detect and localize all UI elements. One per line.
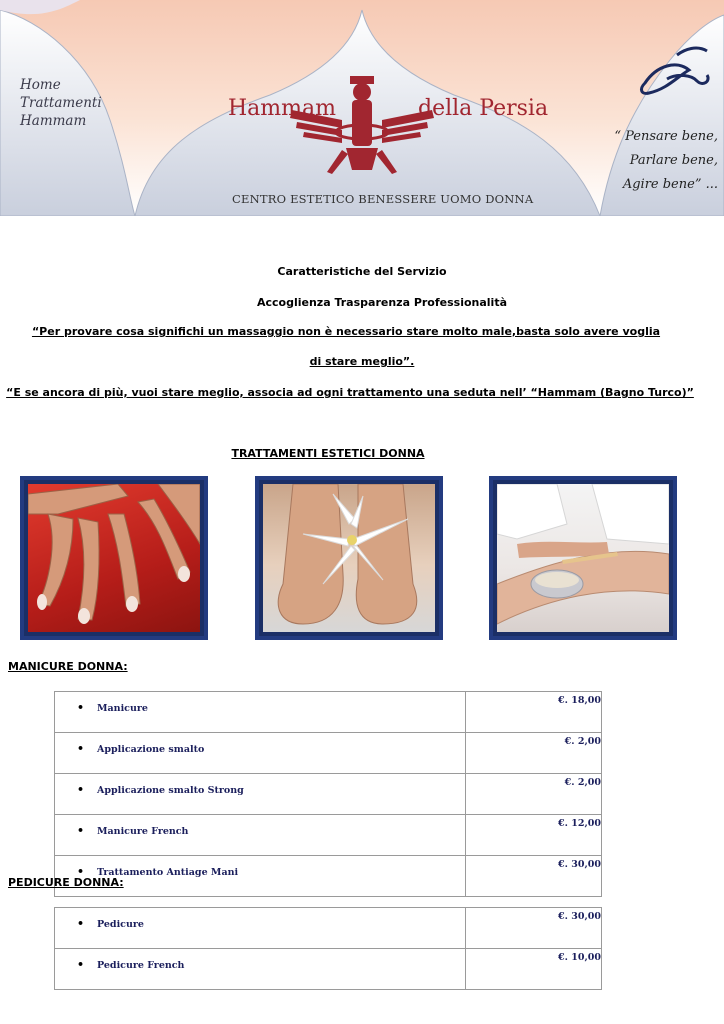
main-nav: [20, 76, 102, 130]
table-row: [55, 908, 602, 949]
service-price: €. 2,00: [466, 733, 602, 774]
service-name: Pedicure: [97, 919, 144, 930]
table-row: [55, 856, 602, 897]
bullet-icon: •: [77, 865, 85, 878]
service-name-cell: [55, 815, 466, 856]
service-name-cell: [55, 949, 466, 990]
manicure-section-title: MANICURE DONNA:: [8, 660, 128, 673]
service-price: €. 10,00: [466, 949, 602, 990]
hammam-quote: “E se ancora di più, vuoi stare meglio, associa ad ogni trattamento una seduta nell’ “Hammam (Bagno Turco)”: [6, 386, 694, 399]
service-price: €. 18,00: [466, 692, 602, 733]
tagline: CENTRO ESTETICO BENESSERE UOMO DONNA: [232, 192, 534, 206]
service-name-cell: [55, 908, 466, 949]
service-price: €. 30,00: [466, 908, 602, 949]
waxing-image-icon: [497, 484, 669, 632]
ceretta-photo: [489, 476, 677, 640]
quote-line: Agire bene” ...: [622, 177, 718, 192]
table-row: [55, 774, 602, 815]
service-name: Applicazione smalto: [97, 744, 205, 755]
bullet-icon: •: [77, 783, 85, 796]
pedicure-section-title: PEDICURE DONNA:: [8, 876, 124, 889]
bullet-icon: •: [77, 701, 85, 714]
faravahar-logo-icon: [272, 70, 452, 180]
feet-lily-image-icon: [263, 484, 435, 632]
service-name: Manicure French: [97, 826, 189, 837]
bullet-icon: •: [77, 958, 85, 971]
hands-image-icon: [28, 484, 200, 632]
header-quote: [598, 125, 718, 197]
massaggio-quote-line1: “Per provare cosa significhi un massaggio non è necessario stare molto male,basta solo avere voglia: [31, 325, 661, 338]
bullet-icon: •: [77, 742, 85, 755]
signature-logo-icon: [637, 45, 715, 105]
nav-trattamenti[interactable]: Trattamenti: [20, 95, 102, 111]
manicure-photo: [20, 476, 208, 640]
service-price: €. 30,00: [466, 856, 602, 897]
service-name-cell: [55, 692, 466, 733]
manicure-price-table: [54, 691, 602, 897]
pedicure-photo: [255, 476, 443, 640]
nav-home[interactable]: Home: [20, 77, 61, 93]
valori-text: Accoglienza Trasparenza Professionalità: [256, 296, 508, 309]
table-row: [55, 815, 602, 856]
nav-hammam[interactable]: Hammam: [20, 113, 87, 129]
service-price: €. 12,00: [466, 815, 602, 856]
massaggio-quote-line2: di stare meglio”.: [309, 355, 415, 368]
caratteristiche-heading: Caratteristiche del Servizio: [277, 265, 447, 278]
pedicure-price-table: [54, 907, 602, 990]
bullet-icon: •: [77, 824, 85, 837]
service-price: €. 2,00: [466, 774, 602, 815]
service-name: Manicure: [97, 703, 148, 714]
quote-line: “ Pensare bene,: [614, 129, 718, 144]
trattamenti-title: TRATTAMENTI ESTETICI DONNA: [231, 447, 425, 460]
service-name-cell: [55, 733, 466, 774]
service-name-cell: [55, 774, 466, 815]
site-header: [0, 0, 724, 216]
bullet-icon: •: [77, 917, 85, 930]
service-name: Trattamento Antiage Mani: [97, 867, 239, 878]
service-name: Applicazione smalto Strong: [97, 785, 244, 796]
table-row: [55, 692, 602, 733]
logo-left-text: Hammam: [228, 96, 337, 121]
table-row: [55, 733, 602, 774]
quote-line: Parlare bene,: [629, 153, 718, 168]
logo-right-text: della Persia: [418, 96, 549, 121]
table-row: [55, 949, 602, 990]
service-name: Pedicure French: [97, 960, 185, 971]
